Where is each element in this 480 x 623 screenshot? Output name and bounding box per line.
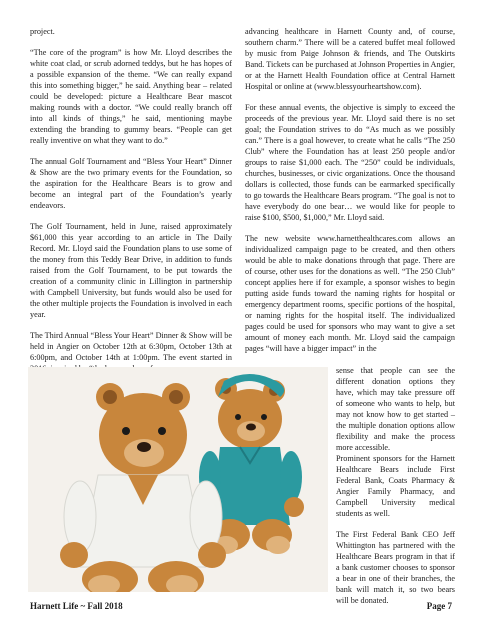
right-column-bottom (336, 365, 455, 616)
paragraph: The Third Annual “Bless Your Heart” Dinner & Show will be held in Angier on October 12th at 6:30pm, October 13th at 6:00pm, and October 14th at 1:00pm. The event started in (30, 331, 233, 362)
page-number: Page 7 (426, 601, 452, 611)
magazine-footer: Harnett Life ~ Fall 2018 (30, 601, 123, 611)
paragraph: For these annual events, the objective is simply to exceed the proceeds of the previous year. Mr. Lloyd said there is no set goal; the Foundation strives to do “As much as we possibly can.” There is a goal however, to create what he calls “The 250 Club” where the Foundation has at least 250 people and/or groups to raise $1,000 each. The “250” could be individuals, churches, businesses, or civic organizations. Once the thousand dollars is collected, those funds can be earmarked specifically to go towards the Healthcare Bears program. “The goal is not to have everybody do one bear… we would like for people to raise $100, $500, $1,000,” Mr. Lloyd said. (245, 103, 455, 222)
paragraph: The new website www.harnetthealthcares.com allows an individualized campaign page to be created, and then others would be able to make donations through that page. There are of course, other uses for the donations as well. “The 250 Club” concept applies here if for example, a sponsor wishes to begin putting aside funds toward the naming rights for hospital or emergency department rooms, specific portions of the hospital, or naming rights for the hospital itself. The individualized pages could be used for sponsors who may want to give a set amount of money each month. Mr. Lloyd said the campaign pages “will have a bigger impact” in the (245, 234, 455, 353)
paragraph: The First Federal Bank CEO Jeff Whittington has partnered with the Healthcare Bears program in that if a bank customer chooses to sponsor a bear in one of their branches, the bank will match it, so two bears will be donated. (336, 530, 455, 605)
teddy-bears-photo (28, 367, 328, 592)
paragraph: “The core of the program” is how Mr. Lloyd describes the white coat clad, or scrub adorned teddys, but he has hopes of a possible expansion of the theme. “We can really expand this into something bigger,” he said. Anything bear – related could be developed: picture a Healthcare Bear mascot making rounds with a doctor. “We could really branch off into all kinds of things,” he said, mentioning maybe extending the branding to gummy bears. “People can get really inventive on what they want to do.” (30, 48, 232, 145)
paragraph: project. (30, 27, 55, 36)
paragraph: The annual Golf Tournament and “Bless Your Heart” Dinner & Show are the two primary events for the Foundation, so the aspiration for the Healthcare Bears is to grow and become an integral part of the Foundation’s yearly endeavors. (30, 157, 232, 210)
left-column (30, 26, 232, 384)
paragraph: The Golf Tournament, held in June, raised approximately $61,000 this year according to an article in The Daily Record. Mr. Lloyd said the Foundation plans to use some of the money from this Teddy Bear Drive, in addition to funds raised from the Golf Tournament, to be put towards the creation of a community clinic in Lillington in partnership with Campbell University, but funds would also be used for the other multiple projects the Foundation is involved in each year. (30, 222, 232, 319)
paragraph: advancing healthcare in Harnett County and, of course, southern charm.” There will be a catered buffet meal followed by music from Paige Johnson & friends, and The Outskirts Band. Tickets can be purchased at Johnson Properties in Angier, or at the Harnett Health Foundation office at Central Harnett Hospital or online at (www.blessyourheartshow.com). (245, 27, 456, 91)
right-column-top (245, 26, 455, 364)
teddy-bears-icon (28, 367, 328, 592)
paragraph: sense that people can see the different donation options they have, which may take pressure off of someone who wants to help, but may not know how to get started – the multiple donation options allow flexibility and make the process more accessible. Prominent sponsors for the Harnett Healthcare Bears include First Federal Bank, Coats Pharmacy & Angier Family Pharmacy, and Campbell University medical students as well. (336, 366, 455, 518)
